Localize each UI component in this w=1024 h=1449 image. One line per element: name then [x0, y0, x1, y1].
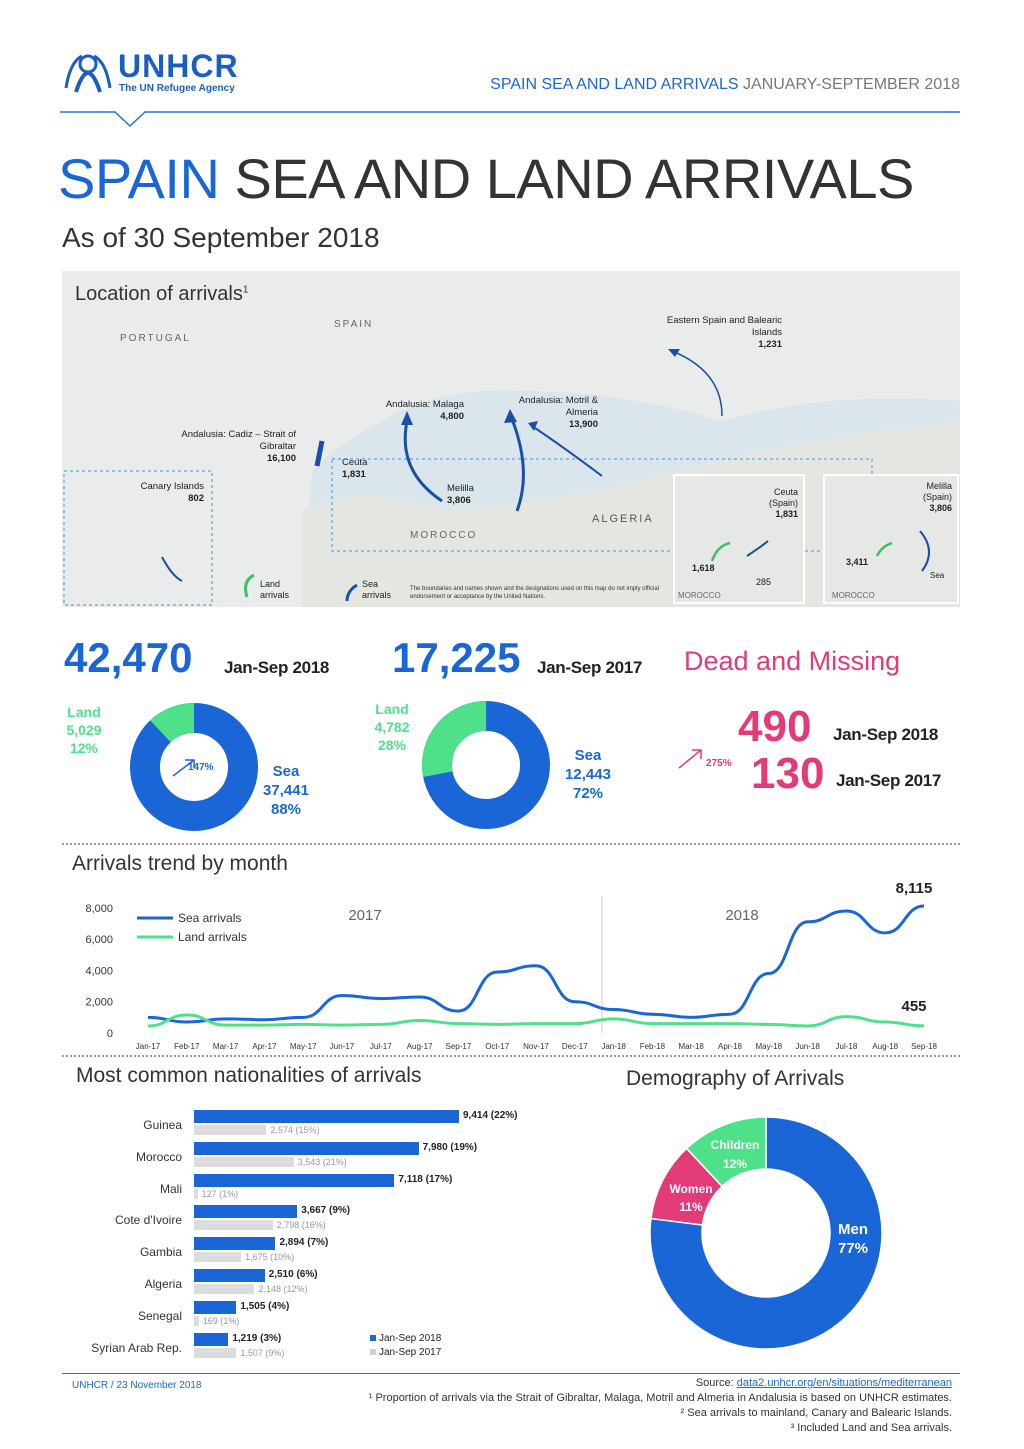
- nat-label: Cote d'Ivoire: [115, 1213, 182, 1228]
- map-disclaimer: The boundaries and names shown and the designations used on this map do not imply official endorsement or acceptance by the United Nations.: [410, 586, 660, 600]
- trend-xtick: Sep-17: [445, 1042, 472, 1051]
- land-2017: Land 4,782 28%: [374, 701, 410, 753]
- nat-label: Morocco: [135, 1149, 182, 1164]
- trend-xtick: Dec-17: [561, 1042, 588, 1051]
- trend-ytick: 0: [106, 1028, 113, 1040]
- nat-value-2018: 3,667 (9%): [301, 1205, 351, 1217]
- trend-xtick: Aug-17: [406, 1042, 433, 1051]
- footer-left: UNHCR / 23 November 2018: [72, 1380, 202, 1391]
- nat-value-2018: 1,505 (4%): [240, 1300, 290, 1312]
- nat-value-2018: 9,414 (22%): [463, 1110, 518, 1121]
- header-title-period: JANUARY-SEPTEMBER 2018: [743, 76, 960, 93]
- trend-xtick: Jan-17: [135, 1042, 161, 1051]
- nat-bar-2017: [194, 1220, 273, 1230]
- page-subtitle: As of 30 September 2018: [62, 222, 380, 253]
- map-place-malaga: Andalusia: Malaga 4,800: [385, 399, 464, 422]
- nat-bar-2017: [194, 1252, 241, 1262]
- nat-bar-2018: [194, 1205, 297, 1218]
- trend-xtick: Jul-18: [835, 1042, 858, 1051]
- trend-xtick: Jun-17: [329, 1042, 355, 1051]
- trend-year-2018: 2018: [725, 907, 759, 924]
- demo-label-children: Children 12%: [710, 1138, 760, 1171]
- nat-value-2017: 169 (1%): [202, 1315, 240, 1326]
- inset-melilla: Melilla (Spain) 3,806: [922, 481, 952, 513]
- nationalities-chart: [0, 1100, 620, 1370]
- inset-ceuta-country: MOROCCO: [678, 591, 721, 600]
- dead-missing-title: Dead and Missing: [684, 646, 901, 676]
- trend-xtick: Apr-17: [252, 1042, 277, 1051]
- period-2018: Jan-Sep 2018: [224, 658, 330, 677]
- header-title: [490, 76, 960, 94]
- nat-value-2017: 2,798 (16%): [276, 1220, 326, 1231]
- map-place-cadiz: Andalusia: Cadiz – Strait of Gibraltar 16,100: [181, 429, 296, 464]
- trend-ytick: 2,000: [85, 996, 113, 1009]
- map-legend-land: Land arrivals: [260, 579, 290, 600]
- dead-change: 275%: [706, 758, 732, 769]
- source-link[interactable]: data2.unhcr.org/en/situations/mediterranean: [736, 1377, 952, 1389]
- inset-melilla-country: MOROCCO: [832, 591, 875, 600]
- change-2018: 147%: [188, 762, 214, 773]
- nat-legend-2018: Jan-Sep 2018: [370, 1332, 441, 1346]
- footer-source: Source: data2.unhcr.org/en/situations/mediterranean: [695, 1377, 952, 1389]
- inset-ceuta-sea: 285: [756, 577, 772, 587]
- trend-ytick: 6,000: [85, 934, 113, 947]
- trend-xtick: Apr-18: [717, 1042, 743, 1051]
- land-2018: Land 5,029 12%: [66, 704, 102, 756]
- trend-xtick: Jun-18: [795, 1042, 820, 1051]
- nat-bar-2017: [194, 1348, 236, 1358]
- nat-bar-2017: [194, 1125, 266, 1135]
- nat-value-2018: 2,894 (7%): [279, 1237, 329, 1249]
- nat-bar-2018: [194, 1269, 265, 1282]
- nat-value-2017: 2,574 (15%): [270, 1125, 320, 1135]
- trend-xtick: May-18: [755, 1042, 783, 1051]
- nat-label: Syrian Arab Rep.: [91, 1340, 182, 1355]
- map-legend-sea: Sea arrivals: [362, 579, 392, 600]
- nat-label: Guinea: [143, 1118, 182, 1132]
- period-2017: Jan-Sep 2017: [537, 658, 643, 677]
- nat-value-2018: 2,510 (6%): [268, 1269, 318, 1280]
- nat-value-2017: 1,507 (9%): [240, 1347, 285, 1358]
- trend-year-2017: 2017: [348, 907, 382, 924]
- page-title: [58, 146, 914, 211]
- trend-xtick: May-17: [289, 1042, 317, 1051]
- page-title-blue: SPAIN: [58, 147, 220, 210]
- map-title-text: Location of arrivals: [75, 283, 243, 305]
- nat-bar-2018: [194, 1333, 228, 1346]
- nat-value-2017: 1,675 (10%): [245, 1252, 295, 1263]
- footer-divider: [62, 1373, 960, 1374]
- total-2017: 17,225: [392, 634, 521, 681]
- dead-2017-period: Jan-Sep 2017: [836, 771, 942, 790]
- divider-1: [62, 843, 960, 845]
- nat-label: Algeria: [144, 1277, 182, 1291]
- inset-ceuta-land: 1,618: [692, 563, 715, 573]
- nat-bar-2018: [194, 1237, 275, 1250]
- footer-notes: [369, 1376, 952, 1436]
- nat-value-2017: 3,543 (21%): [297, 1156, 347, 1167]
- trend-legend-label: Land arrivals: [178, 930, 247, 944]
- trend-title: Arrivals trend by month: [72, 852, 288, 875]
- trend-xtick: Jan-18: [601, 1042, 626, 1051]
- nat-bar-2018: [194, 1301, 236, 1314]
- nat-legend-2017: Jan-Sep 2017: [370, 1346, 441, 1360]
- trend-xtick: Jul-17: [369, 1042, 392, 1051]
- nat-bar-2017: [194, 1284, 254, 1294]
- dead-change-arrow-icon: [676, 746, 706, 772]
- map-place-canary: Canary Islands 802: [140, 481, 204, 504]
- trend-xtick: Mar-18: [678, 1042, 704, 1051]
- nat-label: Mali: [159, 1181, 182, 1196]
- map-country-morocco: MOROCCO: [410, 530, 478, 541]
- nationalities-title: Most common nationalities of arrivals: [76, 1064, 422, 1087]
- map-country-algeria: ALGERIA: [592, 513, 654, 525]
- nat-label: Senegal: [137, 1308, 182, 1323]
- nat-value-2017: 127 (1%): [201, 1188, 239, 1199]
- unhcr-emblem-icon: [62, 48, 114, 96]
- trend-xtick: Feb-17: [174, 1042, 200, 1051]
- nat-value-2018: 7,980 (19%): [422, 1141, 478, 1153]
- inset-melilla-land: 3,411: [846, 557, 869, 567]
- map-place-ceuta: Ceuta 1,831: [342, 457, 368, 480]
- nat-bar-2017: [194, 1316, 199, 1326]
- inset-ceuta: Ceuta (Spain) 1,831: [768, 487, 798, 519]
- donut-2017: [421, 700, 551, 830]
- map-country-portugal: PORTUGAL: [120, 333, 191, 344]
- divider-2: [62, 1055, 960, 1057]
- nat-label: Gambia: [139, 1245, 182, 1260]
- trend-chart: [62, 878, 962, 1058]
- total-2018: 42,470: [64, 634, 193, 681]
- trend-legend-label: Sea arrivals: [178, 911, 242, 925]
- nat-bar-2018: [194, 1110, 459, 1123]
- nat-legend: [370, 1332, 441, 1360]
- footer-note-3: ³ Included Land and Sea arrivals.: [790, 1422, 952, 1434]
- map-country-spain: SPAIN: [334, 319, 374, 330]
- dead-2018-value: 490: [738, 702, 812, 751]
- nat-value-2017: 2,148 (12%): [258, 1284, 308, 1294]
- trend-end-label: 8,115: [895, 880, 933, 898]
- trend-ytick: 4,000: [85, 965, 113, 978]
- header-divider: [60, 110, 960, 130]
- map-place-melilla: Melilla 3,806: [447, 483, 474, 506]
- map-place-motril: Andalusia: Motril & Almeria 13,900: [518, 395, 598, 430]
- trend-ytick: 8,000: [85, 902, 113, 915]
- trend-xtick: Oct-17: [485, 1042, 510, 1051]
- dead-2017-value: 130: [751, 749, 825, 798]
- inset-melilla-sea: Sea: [930, 571, 945, 580]
- map-place-eastern-spain: Eastern Spain and Balearic Islands 1,231: [666, 315, 782, 350]
- map-title: [75, 283, 248, 306]
- nat-bar-2018: [194, 1142, 419, 1155]
- demo-label-women: Women 11%: [669, 1182, 713, 1214]
- trend-series-sea: [148, 906, 927, 1022]
- trend-xtick: Sep-18: [911, 1042, 937, 1051]
- logo-name: UNHCR: [118, 48, 239, 84]
- trend-end-label: 455: [901, 997, 927, 1015]
- footer-note-1: ¹ Proportion of arrivals via the Strait of Gibraltar, Malaga, Motril and Almeria in Andalusia is based on UNHCR estimates.: [368, 1392, 952, 1404]
- dead-2018-period: Jan-Sep 2018: [833, 725, 939, 744]
- nat-bar-2017: [194, 1157, 294, 1167]
- trend-xtick: Feb-18: [639, 1042, 666, 1051]
- nat-value-2018: 7,118 (17%): [398, 1173, 453, 1185]
- header-title-blue: SPAIN SEA AND LAND ARRIVALS: [490, 76, 739, 93]
- page-title-rest: SEA AND LAND ARRIVALS: [234, 147, 914, 210]
- nat-bar-2018: [194, 1174, 394, 1187]
- logo-subtitle: The UN Refugee Agency: [119, 83, 235, 94]
- trend-xtick: Nov-17: [523, 1042, 549, 1051]
- arrivals-map: [62, 271, 960, 607]
- demography-title: Demography of Arrivals: [626, 1067, 845, 1090]
- nat-value-2018: 1,219 (3%): [232, 1332, 282, 1344]
- sea-2017: Sea 12,443 72%: [565, 747, 611, 802]
- nat-bar-2017: [194, 1189, 198, 1199]
- map-title-sup: 1: [242, 284, 249, 296]
- trend-xtick: Aug-18: [872, 1042, 899, 1051]
- demo-label-men: Men 77%: [837, 1221, 869, 1257]
- trend-xtick: Mar-17: [212, 1042, 239, 1051]
- unhcr-logo: [62, 48, 252, 98]
- sea-2018: Sea 37,441 88%: [263, 763, 309, 818]
- footer-note-2: ² Sea arrivals to mainland, Canary and Balearic Islands.: [680, 1407, 952, 1419]
